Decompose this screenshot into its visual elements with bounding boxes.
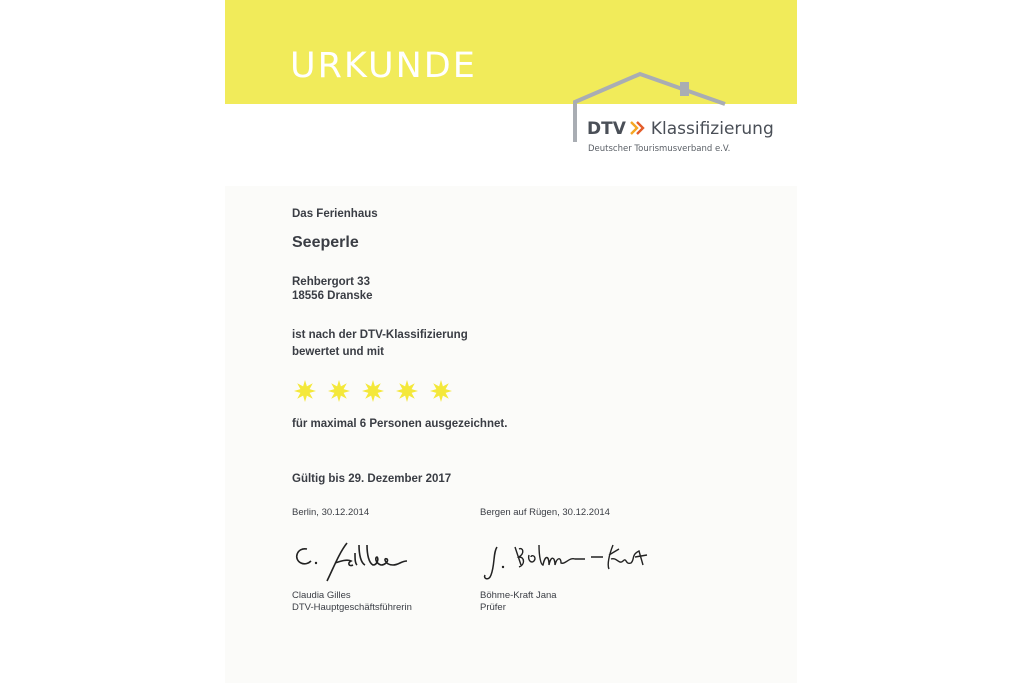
star-icon bbox=[430, 380, 452, 402]
validity-text: Gültig bis 29. Dezember 2017 bbox=[292, 473, 452, 485]
star-icon bbox=[362, 380, 384, 402]
right-signer-role: Prüfer bbox=[480, 602, 506, 613]
address-line1: Rehbergort 33 bbox=[292, 276, 370, 288]
intro-text: Das Ferienhaus bbox=[292, 208, 378, 220]
property-name: Seeperle bbox=[292, 234, 359, 251]
statement-line1: ist nach der DTV-Klassifizierung bbox=[292, 329, 468, 341]
dtv-logo bbox=[587, 119, 774, 139]
left-signer-name: Claudia Gilles bbox=[292, 590, 351, 601]
chevron-logo-icon bbox=[629, 121, 649, 135]
capacity-text: für maximal 6 Personen ausgezeichnet. bbox=[292, 418, 508, 430]
certificate-title: URKUNDE bbox=[290, 46, 477, 86]
certificate-document bbox=[225, 0, 797, 683]
logo-name: Klassifizierung bbox=[650, 119, 774, 139]
left-place-date: Berlin, 30.12.2014 bbox=[292, 507, 370, 518]
right-signature-image bbox=[479, 535, 669, 585]
left-signature-image bbox=[289, 535, 419, 585]
logo-subtitle: Deutscher Tourismusverband e.V. bbox=[588, 144, 731, 154]
star-icon bbox=[396, 380, 418, 402]
address-line2: 18556 Dranske bbox=[292, 290, 373, 302]
star-rating bbox=[292, 378, 457, 404]
right-signer-name: Böhme-Kraft Jana bbox=[480, 590, 557, 601]
left-signer-role: DTV-Hauptgeschäftsführerin bbox=[292, 602, 412, 613]
right-place-date: Bergen auf Rügen, 30.12.2014 bbox=[480, 507, 610, 518]
statement-line2: bewertet und mit bbox=[292, 346, 385, 358]
logo-brand: DTV bbox=[587, 119, 626, 139]
star-icon bbox=[294, 380, 316, 402]
star-icon bbox=[328, 380, 350, 402]
